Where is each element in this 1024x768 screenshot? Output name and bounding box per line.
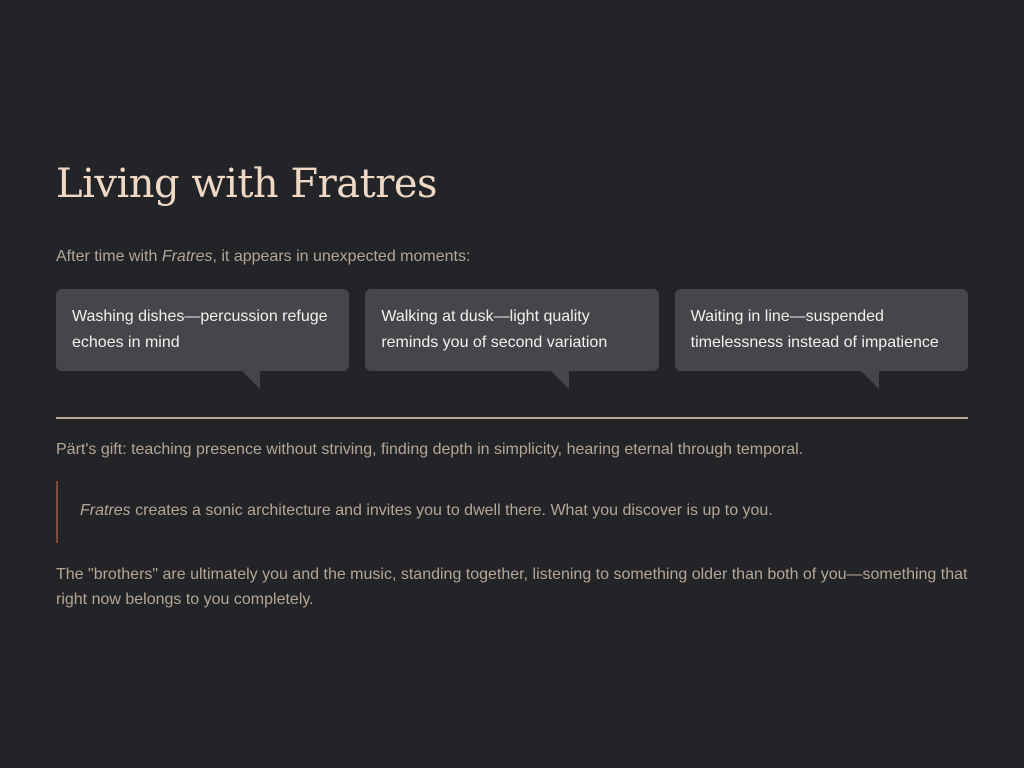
gift-text: Pärt's gift: teaching presence without striving, finding depth in simplicity, hearing eternal through temporal. (56, 441, 804, 458)
intro-before: After time with (56, 248, 162, 265)
divider (56, 417, 968, 419)
page-title: Living with Fratres (56, 161, 438, 207)
moment-card-text: Waiting in line—suspended timelessness instead of impatience (690, 308, 939, 351)
intro-after: , it appears in unexpected moments: (212, 248, 471, 265)
speech-bubble-tail (551, 371, 569, 389)
moment-card (675, 289, 968, 371)
content-section (56, 160, 968, 612)
moment-card-text: Washing dishes—percussion refuge echoes in mind (72, 308, 328, 351)
intro-text (56, 246, 968, 268)
moment-card (56, 289, 349, 371)
speech-bubble-tail (861, 371, 879, 389)
speech-bubble-tail (242, 371, 260, 389)
quote-text: creates a sonic architecture and invites you to dwell there. What you discover is up to you. (130, 502, 773, 519)
intro-work-title: Fratres (161, 248, 213, 265)
moment-card (365, 289, 658, 371)
quote-work-title: Fratres (80, 502, 131, 519)
moment-card-text: Walking at dusk—light quality reminds you of second variation (381, 308, 608, 351)
moment-cards (56, 289, 968, 371)
closing-text: The "brothers" are ultimately you and the music, standing together, listening to something older than both of you—something that right now belongs to you completely. (56, 566, 968, 608)
blockquote (56, 481, 968, 543)
